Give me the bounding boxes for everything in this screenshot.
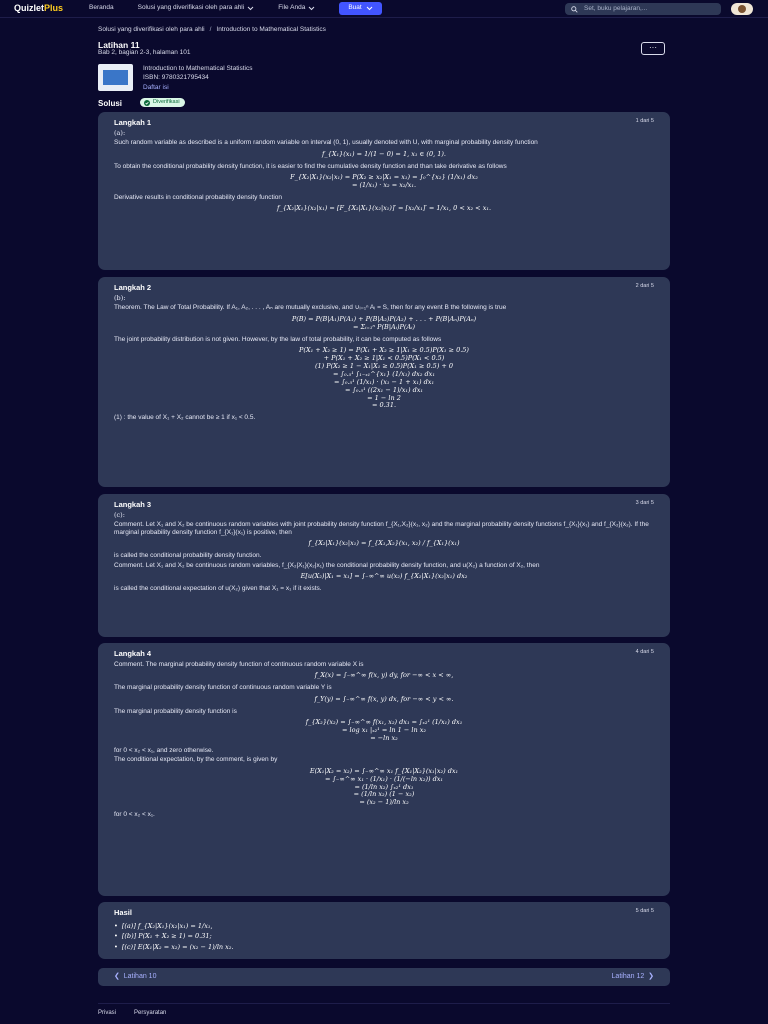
equation: f_{X₂|X₁}(x₂|x₁) = [F_{X₂|X₁}(x₂|x₁)]′ = [x₂/x₁]′ = 1/x₁, 0 < x₂ < x₁. — [276, 204, 492, 213]
step-title: Langkah 1 — [114, 118, 152, 127]
book-title[interactable]: Introduction to Mathematical Statistics — [143, 65, 253, 72]
step-text: To obtain the conditional probability density function, it is easier to find the cumulative density function and than take derivative as follows — [114, 162, 507, 170]
comment-text: Comment. Let X₁ and X₂ be continuous random variables with joint probability density function f_{X₁,X₂}(x₁, x₂) and the marginal probability density functions f_{X₁}(x₁) and f_{X₂}(x₂). If the marginal probability density function f_{X₁}(x₁) is positive, then — [114, 521, 649, 536]
search-input[interactable] — [565, 3, 721, 15]
step-text: The marginal probability density function of continuous random variable Y is — [114, 684, 332, 692]
chevron-down-icon — [308, 6, 315, 11]
search-placeholder: Set, buku pelajaran,... — [584, 4, 648, 12]
step-part-label: (b): — [114, 293, 126, 302]
quizlet-logo[interactable]: QuizletPlus — [14, 2, 64, 13]
step-text: for 0 < x₂ < x₁. — [114, 811, 155, 819]
footnote-text: (1) : the value of X₁ + X₂ cannot be ≥ 1 if x₁ < 0.5. — [114, 414, 256, 422]
footer-divider — [98, 1003, 670, 1004]
comment-text: Comment. Let X₁ and X₂ be continuous random variables, f_{X₂|X₁}(x₂|x₁) the conditional probability density function, and u(X₂) a function of X₂, then — [114, 561, 540, 569]
step-counter: 1 dari 5 — [635, 118, 654, 124]
nav-your-files[interactable]: File Anda — [278, 4, 315, 12]
result-list — [114, 922, 654, 951]
nav-home[interactable]: Beranda — [89, 4, 114, 12]
step-text: Such random variable as described is a uniform random variable on interval (0, 1), usually denoted with U, with marginal probability density function — [114, 139, 538, 147]
check-badge-icon — [144, 100, 150, 106]
equation: P(X₁ + X₂ ≥ 1) = P(X₁ + X₂ ≥ 1|X₁ ≥ 0.5)P(X₁ ≥ 0.5) + P(X₁ + X₂ ≥ 1|X₁ < 0.5)P(X₁ < 0.5) (1) P(X₂ ≥ 1 − X₁|X₁ ≥ 0.5)P(X₁ ≥ 0.5) + 0 = ∫₀.₅¹ ∫₁₋ₓ₁^{x₁} (1/x₁) dx₂ dx₁ = ∫₀.₅¹ (1/x₁) · (x₁ − 1 + x₁) dx₁ = ∫₀.₅¹ ((2x₁ − 1)/x₁) dx₁ = 1 − ln 2 = 0.31. — [299, 346, 469, 410]
solution-heading: Solusi — [98, 99, 123, 108]
book-cover-image[interactable] — [98, 64, 133, 91]
book-isbn: ISBN: 9780321795434 — [143, 74, 209, 82]
solution-step-2 — [98, 277, 670, 487]
step-text: is called the conditional probability density function. — [114, 552, 262, 560]
equation: f_{X₂|X₁}(x₂|x₁) = f_{X₁,X₂}(x₁, x₂) / f_{X₁}(x₁) — [308, 539, 460, 548]
step-title: Langkah 3 — [114, 500, 152, 509]
step-text: The marginal probability density function is — [114, 707, 237, 715]
equation: P(B) = P(B|A₁)P(A₁) + P(B|A₂)P(A₂) + . . . + P(B|Aₙ)P(Aₙ) = Σᵢ₌₁ⁿ P(B|Aᵢ)P(Aᵢ) — [291, 314, 477, 331]
equation: f_{X₁}(x₁) = 1/(1 − 0) = 1, x₁ ∈ (0, 1). — [322, 149, 446, 158]
step-counter: 5 dari 5 — [635, 908, 654, 914]
step-counter: 3 dari 5 — [635, 500, 654, 506]
step-title: Hasil — [114, 908, 132, 917]
book-info — [143, 64, 252, 92]
avatar[interactable] — [731, 3, 753, 15]
chevron-left-icon: ❮ — [114, 973, 120, 981]
step-title: Langkah 2 — [114, 283, 152, 292]
comment-text: Comment. The marginal probability density function of continuous random variable X is — [114, 660, 364, 668]
equation: f_{X₂}(x₂) = ∫₋∞^∞ f(x₁, x₂) dx₁ = ∫ₓ₂¹ (1/x₁) dx₁ = log x₁ |ₓ₂¹ = ln 1 − ln x₂ = −ln x₂ — [305, 718, 463, 742]
chevron-right-icon: ❯ — [648, 973, 654, 981]
step-title: Langkah 4 — [114, 649, 152, 658]
step-text: The conditional expectation, by the comment, is given by — [114, 756, 278, 764]
footer — [98, 1010, 166, 1018]
breadcrumb-separator: / — [209, 26, 212, 33]
solution-result — [98, 902, 670, 959]
previous-exercise-link[interactable]: ❮ Latihan 10 — [114, 973, 157, 981]
next-exercise-link[interactable]: Latihan 12 ❯ — [611, 973, 654, 981]
step-text: Derivative results in conditional probability density function — [114, 193, 283, 201]
theorem-text: Theorem. The Law of Total Probability. If A₁, A₂, . . . , Aₙ are mutually exclusive, and ∪ᵢ₌₁ⁿ Aᵢ = S, then for any event B the following is true — [114, 304, 507, 312]
breadcrumb — [98, 26, 326, 34]
result-item: • [(b)] P(X₁ + X₂ ≥ 1) = 0.31; — [114, 932, 654, 940]
terms-link[interactable]: Persyaratan — [134, 1010, 167, 1016]
solution-step-4 — [98, 643, 670, 896]
solution-step-1 — [98, 112, 670, 270]
equation: f_X(x) = ∫₋∞^∞ f(x, y) dy, for −∞ < x < ∞, — [314, 671, 454, 680]
chevron-down-icon — [247, 6, 254, 11]
equation: F_{X₂|X₁}(x₂|x₁) = P(X₂ ≥ x₂|X₁ = x₁) = ∫₀^{x₂} (1/x₁) dx₂ = (1/x₁) · x₂ = x₂/x₁. — [290, 173, 478, 189]
nav-expert-solutions[interactable]: Solusi yang diverifikasi oleh para ahli — [138, 4, 255, 12]
create-button[interactable]: Buat — [339, 2, 381, 14]
privacy-link[interactable]: Privasi — [98, 1010, 117, 1016]
exercise-pager — [98, 968, 670, 986]
breadcrumb-expert-solutions[interactable]: Solusi yang diverifikasi oleh para ahli — [98, 26, 205, 33]
more-options-button[interactable]: ··· — [641, 42, 665, 55]
equation: E(X₁|X₂ = x₂) = ∫₋∞^∞ x₁ f_{X₁|X₂}(x₁|x₂) dx₁ = ∫₋∞^∞ x₁ · (1/x₁) · (1/(−ln x₂)) dx₁ = (1/ln x₂) ∫ₓ₂¹ dx₁ = (1/ln x₂) (1 − x₂) = (x₂ − 1)/ln x₂ — [309, 766, 459, 807]
solution-step-3 — [98, 494, 670, 637]
step-counter: 4 dari 5 — [635, 649, 654, 655]
page-title: Latihan 11 — [98, 40, 140, 50]
equation: f_Y(y) = ∫₋∞^∞ f(x, y) dx, for −∞ < y < ∞. — [314, 694, 454, 703]
equation: E[u(X₂)|X₁ = x₁] = ∫₋∞^∞ u(x₂) f_{X₂|X₁}(x₂|x₁) dx₂ — [300, 572, 468, 581]
step-text: for 0 < x₂ < x₁, and zero otherwise. — [114, 746, 214, 754]
result-item: • [(c)] E(X₁|X₂ = x₂) = (x₂ − 1)/ln x₂. — [114, 943, 654, 951]
table-of-contents-link[interactable]: Daftar isi — [143, 83, 169, 91]
result-item: • [(a)] f_{X₂|X₁}(x₂|x₁) = 1/x₁, — [114, 922, 654, 930]
step-part-label: (c): — [114, 510, 125, 519]
page-subtitle: Bab 2, bagian 2-3, halaman 101 — [98, 49, 191, 56]
chevron-down-icon — [366, 6, 373, 11]
step-text: The joint probability distribution is not given. However, by the law of total probability, it can be computed as follows — [114, 335, 442, 343]
step-counter: 2 dari 5 — [635, 283, 654, 289]
search-icon — [571, 6, 578, 13]
verified-badge: Diverifikasi — [140, 98, 185, 107]
breadcrumb-book[interactable]: Introduction to Mathematical Statistics — [216, 26, 326, 33]
step-part-label: (a): — [114, 128, 126, 137]
step-text: is called the conditional expectation of u(X₂) given that X₁ = x₁ if it exists. — [114, 584, 322, 592]
